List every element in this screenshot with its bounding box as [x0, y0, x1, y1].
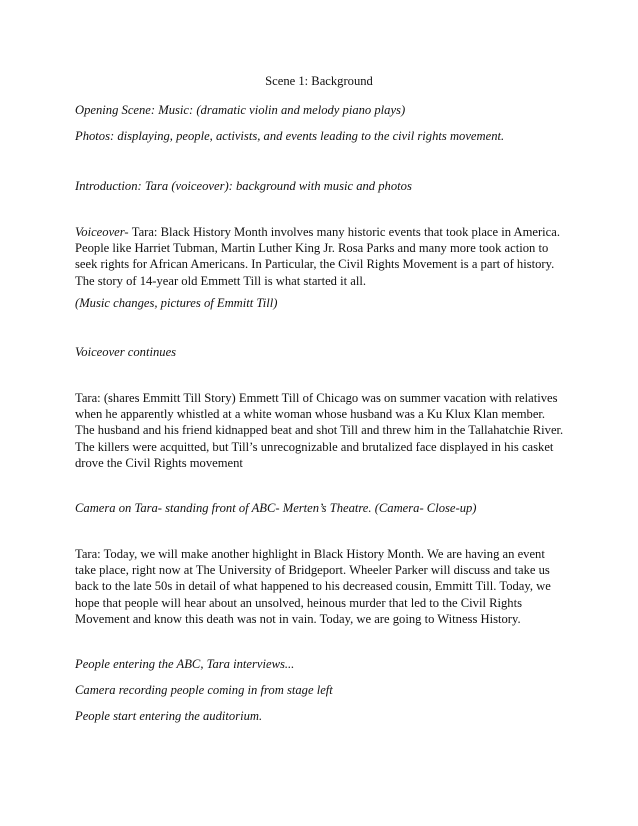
till-story-line: drove the Civil Rights movement	[75, 455, 243, 470]
photos-note: Photos: displaying, people, activists, and events leading to the civil rights movement.	[75, 129, 505, 143]
today-line: Movement and know this death was not in vain. Today, we are going to Witness History.	[75, 611, 521, 626]
voiceover-line: People like Harriet Tubman, Martin Luther King Jr. Rosa Parks and many more took action to	[75, 241, 549, 256]
voiceover-line: Tara: Black History Month involves many historic events that took place in America.	[131, 225, 561, 239]
opening-scene: Opening Scene: Music: (dramatic violin and melody piano plays)	[75, 103, 406, 117]
camera-on-tara-note: Camera on Tara- standing front of ABC- Merten’s Theatre. (Camera- Close-up)	[75, 501, 477, 515]
voiceover-continues-note: Voiceover continues	[75, 345, 177, 359]
till-story-line: Tara: (shares Emmitt Till Story) Emmett Till of Chicago was on summer vacation with relatives	[75, 391, 558, 405]
today-line: back to the late 50s in detail of what happened to his decreased cousin, Emmitt Till. Today, we	[75, 579, 551, 594]
today-paragraph	[75, 546, 575, 627]
today-line: hope that people will hear about an unsolved, heinous murder that led to the Civil Rights	[75, 595, 522, 610]
voiceover-label: Voiceover-	[75, 225, 132, 239]
people-start-note: People start entering the auditorium.	[75, 709, 263, 723]
till-story-line: The husband and his friend kidnapped beat and shot Till and threw him in the Tallahatchie River.	[75, 423, 564, 438]
music-change-note: (Music changes, pictures of Emmitt Till)	[75, 296, 278, 310]
camera-recording-note: Camera recording people coming in from stage left	[75, 683, 333, 697]
scene-title: Scene 1: Background	[265, 74, 373, 88]
today-line: take place, right now at The University of Bridgeport. Wheeler Parker will discuss and take us	[75, 563, 550, 578]
today-line: Tara: Today, we will make another highlight in Black History Month. We are having an event	[75, 547, 545, 561]
introduction-note: Introduction: Tara (voiceover): background with music and photos	[75, 179, 412, 193]
till-story-paragraph	[75, 390, 575, 471]
till-story-line: The killers were acquitted, but Till’s unrecognizable and brutalized face displayed in his casket	[75, 439, 554, 454]
voiceover-line: The story of 14-year old Emmett Till is what started it all.	[75, 273, 367, 288]
people-entering-note: People entering the ABC, Tara interviews...	[75, 657, 295, 671]
till-story-line: when he apparently whistled at a white woman whose husband was a Ku Klux Klan member.	[75, 407, 546, 422]
voiceover-line: seek rights for African Americans. In Particular, the Civil Rights Movement is a part of history.	[75, 257, 555, 272]
voiceover-paragraph	[75, 224, 575, 289]
